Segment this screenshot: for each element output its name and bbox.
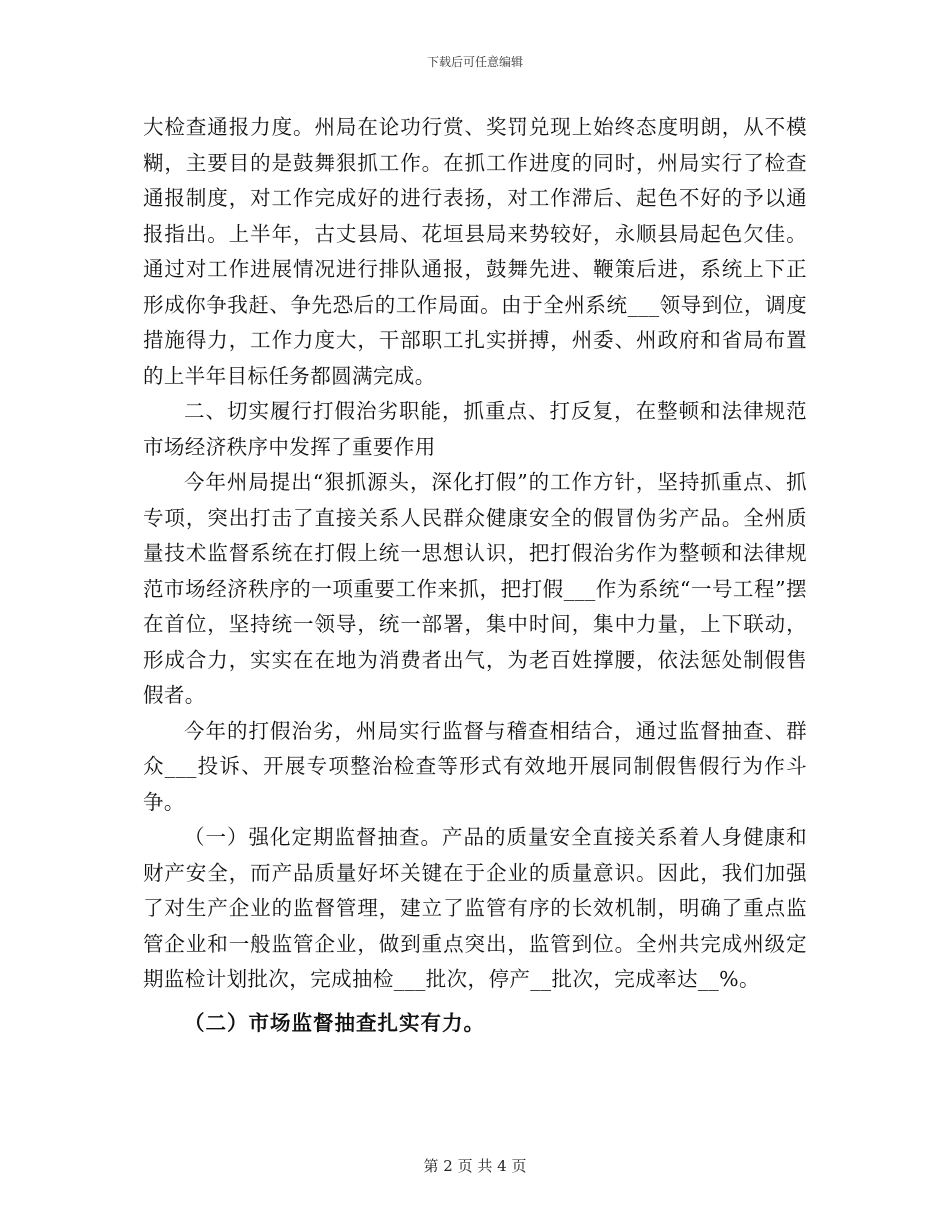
subsection-heading: （二）市场监督抽查扎实有力。	[184, 1010, 485, 1035]
page-header: 下载后可任意编辑	[426, 55, 523, 69]
section-heading-2: 二、切实履行打假治劣职能，抓重点、打反复，在整顿和法律规范市场经济秩序中发挥了重要作用	[143, 399, 807, 459]
paragraph-5: （一）强化定期监督抽查。产品的质量安全直接关系着人身健康和财产安全，而产品质量好坏关键在于企业的质量意识。因此，我们加强了对生产企业的监督管理，建立了监管有序的长效机制，明确了重点监管企业和一般监管企业，做到重点突出，监管到位。全州共完成州级定期监检计划批次，完成抽检___批次，停产__批次，完成率达__%。	[143, 825, 807, 991]
document-body	[143, 110, 807, 1041]
paragraph-3: 今年州局提出“狠抓源头，深化打假”的工作方针，坚持抓重点、抓专项，突出打击了直接关系人民群众健康安全的假冒伪劣产品。全州质量技术监督系统在打假上统一思想认识，把打假治劣作为整顿和法律规范市场经济秩序的一项重要工作来抓，把打假___作为系统“一号工程”摆在首位，坚持统一领导，统一部署，集中时间，集中力量，上下联动，形成合力，实实在在地为消费者出气，为老百姓撑腰，依法惩处制假售假者。	[143, 470, 807, 707]
paragraph-1: 大检查通报力度。州局在论功行赏、奖罚兑现上始终态度明朗，从不模糊，主要目的是鼓舞狠抓工作。在抓工作进度的同时，州局实行了检查通报制度，对工作完成好的进行表扬，对工作滞后、起色不好的予以通报指出。上半年，古丈县局、花垣县局来势较好，永顺县局起色欠佳。通过对工作进展情况进行排队通报，鼓舞先进、鞭策后进，系统上下正形成你争我赶、争先恐后的工作局面。由于全州系统___领导到位，调度措施得力，工作力度大，干部职工扎实拼搏，州委、州政府和省局布置的上半年目标任务都圆满完成。	[143, 115, 807, 388]
page-footer: 第 2 页 共 4 页	[423, 1157, 527, 1175]
paragraph-4: 今年的打假治劣，州局实行监督与稽查相结合，通过监督抽查、群众___投诉、开展专项整治检查等形式有效地开展同制假售假行为作斗争。	[143, 718, 807, 814]
